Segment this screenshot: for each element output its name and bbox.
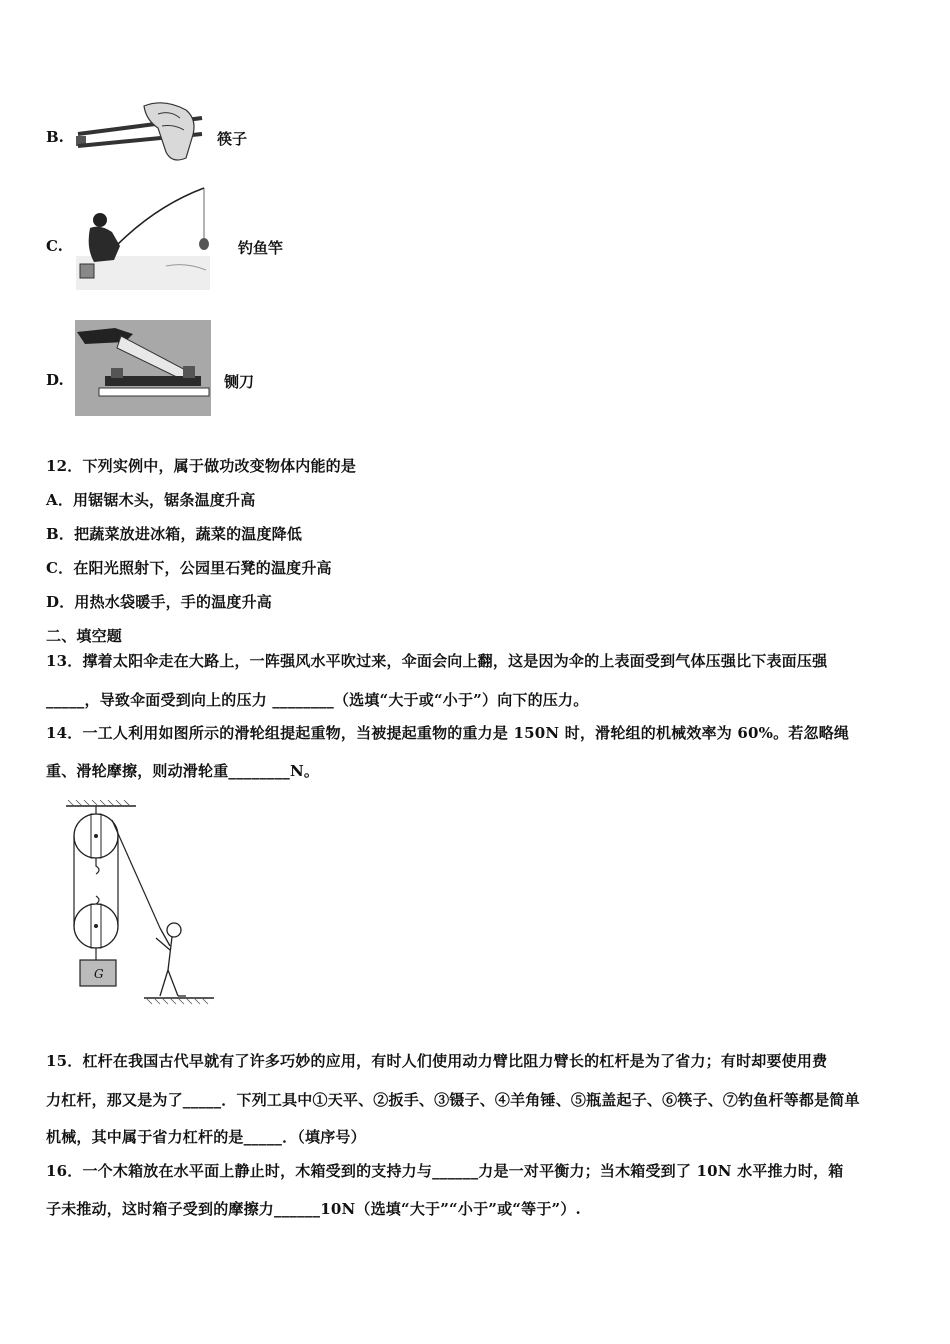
guillotine-cutter-picture (75, 320, 211, 416)
question-16-line1: 16．一个木箱放在水平面上静止时，木箱受到的支持力与______力是一对平衡力；当木箱受到了 10N 水平推力时，箱 (46, 1162, 844, 1180)
option-d-letter: D. (46, 371, 64, 389)
question-12-option-b: B．把蔬菜放进冰箱，蔬菜的温度降低 (46, 525, 303, 543)
question-14-line2: 重、滑轮摩擦，则动滑轮重________N。 (46, 762, 320, 780)
option-c-letter: C. (46, 237, 63, 255)
option-c-caption: 钓鱼竿 (238, 239, 284, 257)
fishing-rod-picture (76, 186, 210, 290)
question-13-line2: _____，导致伞面受到向上的压力 ________（选填“大于或“小于”）向下的压力。 (46, 691, 589, 709)
question-13-line1: 13．撑着太阳伞走在大路上，一阵强风水平吹过来，伞面会向上翻，这是因为伞的上表面受到气体压强比下表面压强 (46, 652, 828, 670)
question-12-stem: 12．下列实例中，属于做功改变物体内能的是 (46, 457, 357, 475)
question-15-line3: 机械，其中属于省力杠杆的是_____．（填序号） (46, 1128, 366, 1146)
question-14-line1: 14．一工人利用如图所示的滑轮组提起重物，当被提起重物的重力是 150N 时，滑轮组的机械效率为 60%。若忽略绳 (46, 724, 850, 742)
question-16-line2: 子未推动，这时箱子受到的摩擦力______10N（选填“大于”“小于”或“等于”）. (46, 1200, 581, 1218)
section-title: 二、填空题 (46, 627, 123, 645)
weight-label: G (94, 967, 104, 981)
question-15-line1: 15．杠杆在我国古代早就有了许多巧妙的应用，有时人们使用动力臂比阻力臂长的杠杆是为了省力；有时却要使用费 (46, 1052, 828, 1070)
option-b-caption: 筷子 (217, 130, 248, 148)
pulley-system-figure (60, 800, 220, 1012)
option-d-caption: 铡刀 (224, 373, 255, 391)
question-12-option-d: D．用热水袋暖手，手的温度升高 (46, 593, 273, 611)
question-12-option-c: C．在阳光照射下，公园里石凳的温度升高 (46, 559, 332, 577)
chopsticks-picture (74, 98, 204, 164)
question-12-option-a: A．用锯锯木头，锯条温度升高 (46, 491, 256, 509)
option-b-letter: B. (46, 128, 64, 146)
question-15-line2: 力杠杆，那又是为了_____．下列工具中①天平、②扳手、③镊子、④羊角锤、⑤瓶盖起子、⑥筷子、⑦钓鱼杆等都是简单 (46, 1091, 860, 1109)
